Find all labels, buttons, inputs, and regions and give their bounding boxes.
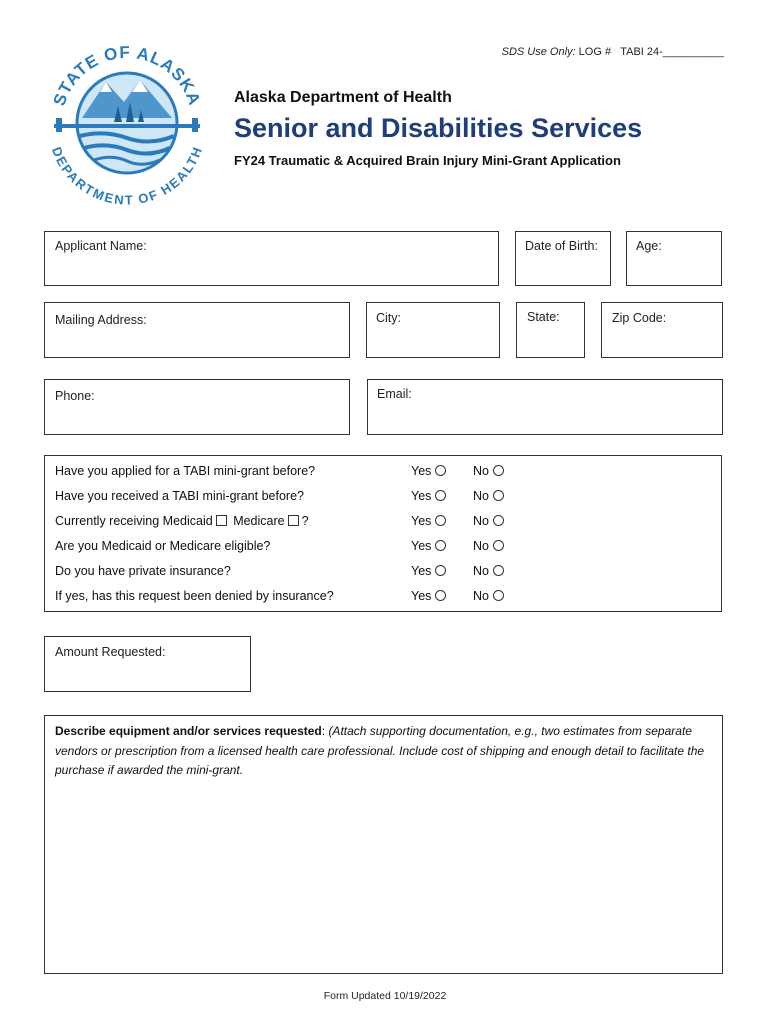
page-subtitle: FY24 Traumatic & Acquired Brain Injury Mini-Grant Application [234,153,621,168]
yes-label: Yes [411,464,432,478]
department-name: Alaska Department of Health [234,89,452,106]
no-option[interactable] [473,464,504,478]
yes-label: Yes [411,514,432,528]
yes-option[interactable] [411,539,446,553]
question-text: Have you received a TABI mini-grant before? [55,489,304,503]
question-text: Are you Medicaid or Medicare eligible? [55,539,271,553]
yes-option[interactable] [411,464,446,478]
logo-bottom-text: DEPARTMENT OF HEALTH [48,144,206,206]
form-updated-footer: Form Updated 10/19/2022 [323,990,447,1002]
no-option[interactable] [473,564,504,578]
age-label: Age: [636,239,662,253]
medicare-checkbox[interactable] [288,515,299,526]
mailing-address-field[interactable] [44,302,350,358]
radio-icon[interactable] [493,540,504,551]
radio-icon[interactable] [435,590,446,601]
no-label: No [473,539,489,553]
radio-icon[interactable] [493,565,504,576]
amount-requested-label: Amount Requested: [55,645,166,659]
no-label: No [473,489,489,503]
description-colon: : [321,724,329,738]
no-label: No [473,464,489,478]
radio-icon[interactable] [435,515,446,526]
date-of-birth-label: Date of Birth: [525,239,598,253]
yes-option[interactable] [411,489,446,503]
city-field[interactable] [366,302,500,358]
mailing-address-label: Mailing Address: [55,313,147,327]
zip-code-label: Zip Code: [612,311,667,325]
radio-icon[interactable] [435,565,446,576]
applicant-name-label: Applicant Name: [55,239,147,253]
medicaid-checkbox[interactable] [216,515,227,526]
radio-icon[interactable] [435,465,446,476]
radio-icon[interactable] [435,490,446,501]
radio-icon[interactable] [435,540,446,551]
question-text: Have you applied for a TABI mini-grant before? [55,464,316,478]
amount-requested-field[interactable] [44,636,251,692]
no-option[interactable] [473,489,504,503]
phone-field[interactable] [44,379,350,435]
medicare-label: Medicare [233,514,285,528]
sds-prefix: SDS Use Only: [501,46,576,58]
date-of-birth-field[interactable] [515,231,611,286]
state-seal-logo [44,40,210,206]
yes-option[interactable] [411,564,446,578]
yes-label: Yes [411,539,432,553]
yes-option[interactable] [411,514,446,528]
yes-label: Yes [411,489,432,503]
question-mark: ? [301,514,309,528]
tabi-number: TABI 24-__________ [620,46,724,58]
sds-log: LOG # [578,46,612,58]
no-option[interactable] [473,589,504,603]
state-label: State: [527,310,560,324]
email-field[interactable] [367,379,723,435]
description-field[interactable] [44,715,723,974]
age-field[interactable] [626,231,722,286]
page-title: Senior and Disabilities Services [234,113,643,143]
description-note: (Attach supporting documentation, e.g., two estimates from separate vendors or prescription from a licensed health care professional. Include cost of shipping and enough detail to facilitate the purchase if awarded the mini-grant. [55,724,705,777]
question-text: Do you have private insurance? [55,564,231,578]
yes-label: Yes [411,589,432,603]
no-label: No [473,514,489,528]
logo-top-text: STATE OF ALASKA [49,42,205,109]
sds-use-only [502,46,724,58]
question-text-medicaid [55,514,309,528]
yes-label: Yes [411,564,432,578]
no-label: No [473,564,489,578]
description-heading: Describe equipment and/or services requested [55,724,322,738]
radio-icon[interactable] [493,515,504,526]
zip-code-field[interactable] [601,302,723,358]
medicaid-label: Currently receiving Medicaid [55,514,213,528]
city-label: City: [376,311,401,325]
radio-icon[interactable] [493,490,504,501]
no-label: No [473,589,489,603]
radio-icon[interactable] [493,465,504,476]
radio-icon[interactable] [493,590,504,601]
no-option[interactable] [473,514,504,528]
questions-section [44,455,722,612]
question-text: If yes, has this request been denied by insurance? [55,589,334,603]
applicant-name-field[interactable] [44,231,499,286]
yes-option[interactable] [411,589,446,603]
email-label: Email: [377,387,412,401]
description-instructions [55,722,715,781]
state-field[interactable] [516,302,585,358]
phone-label: Phone: [55,389,95,403]
no-option[interactable] [473,539,504,553]
